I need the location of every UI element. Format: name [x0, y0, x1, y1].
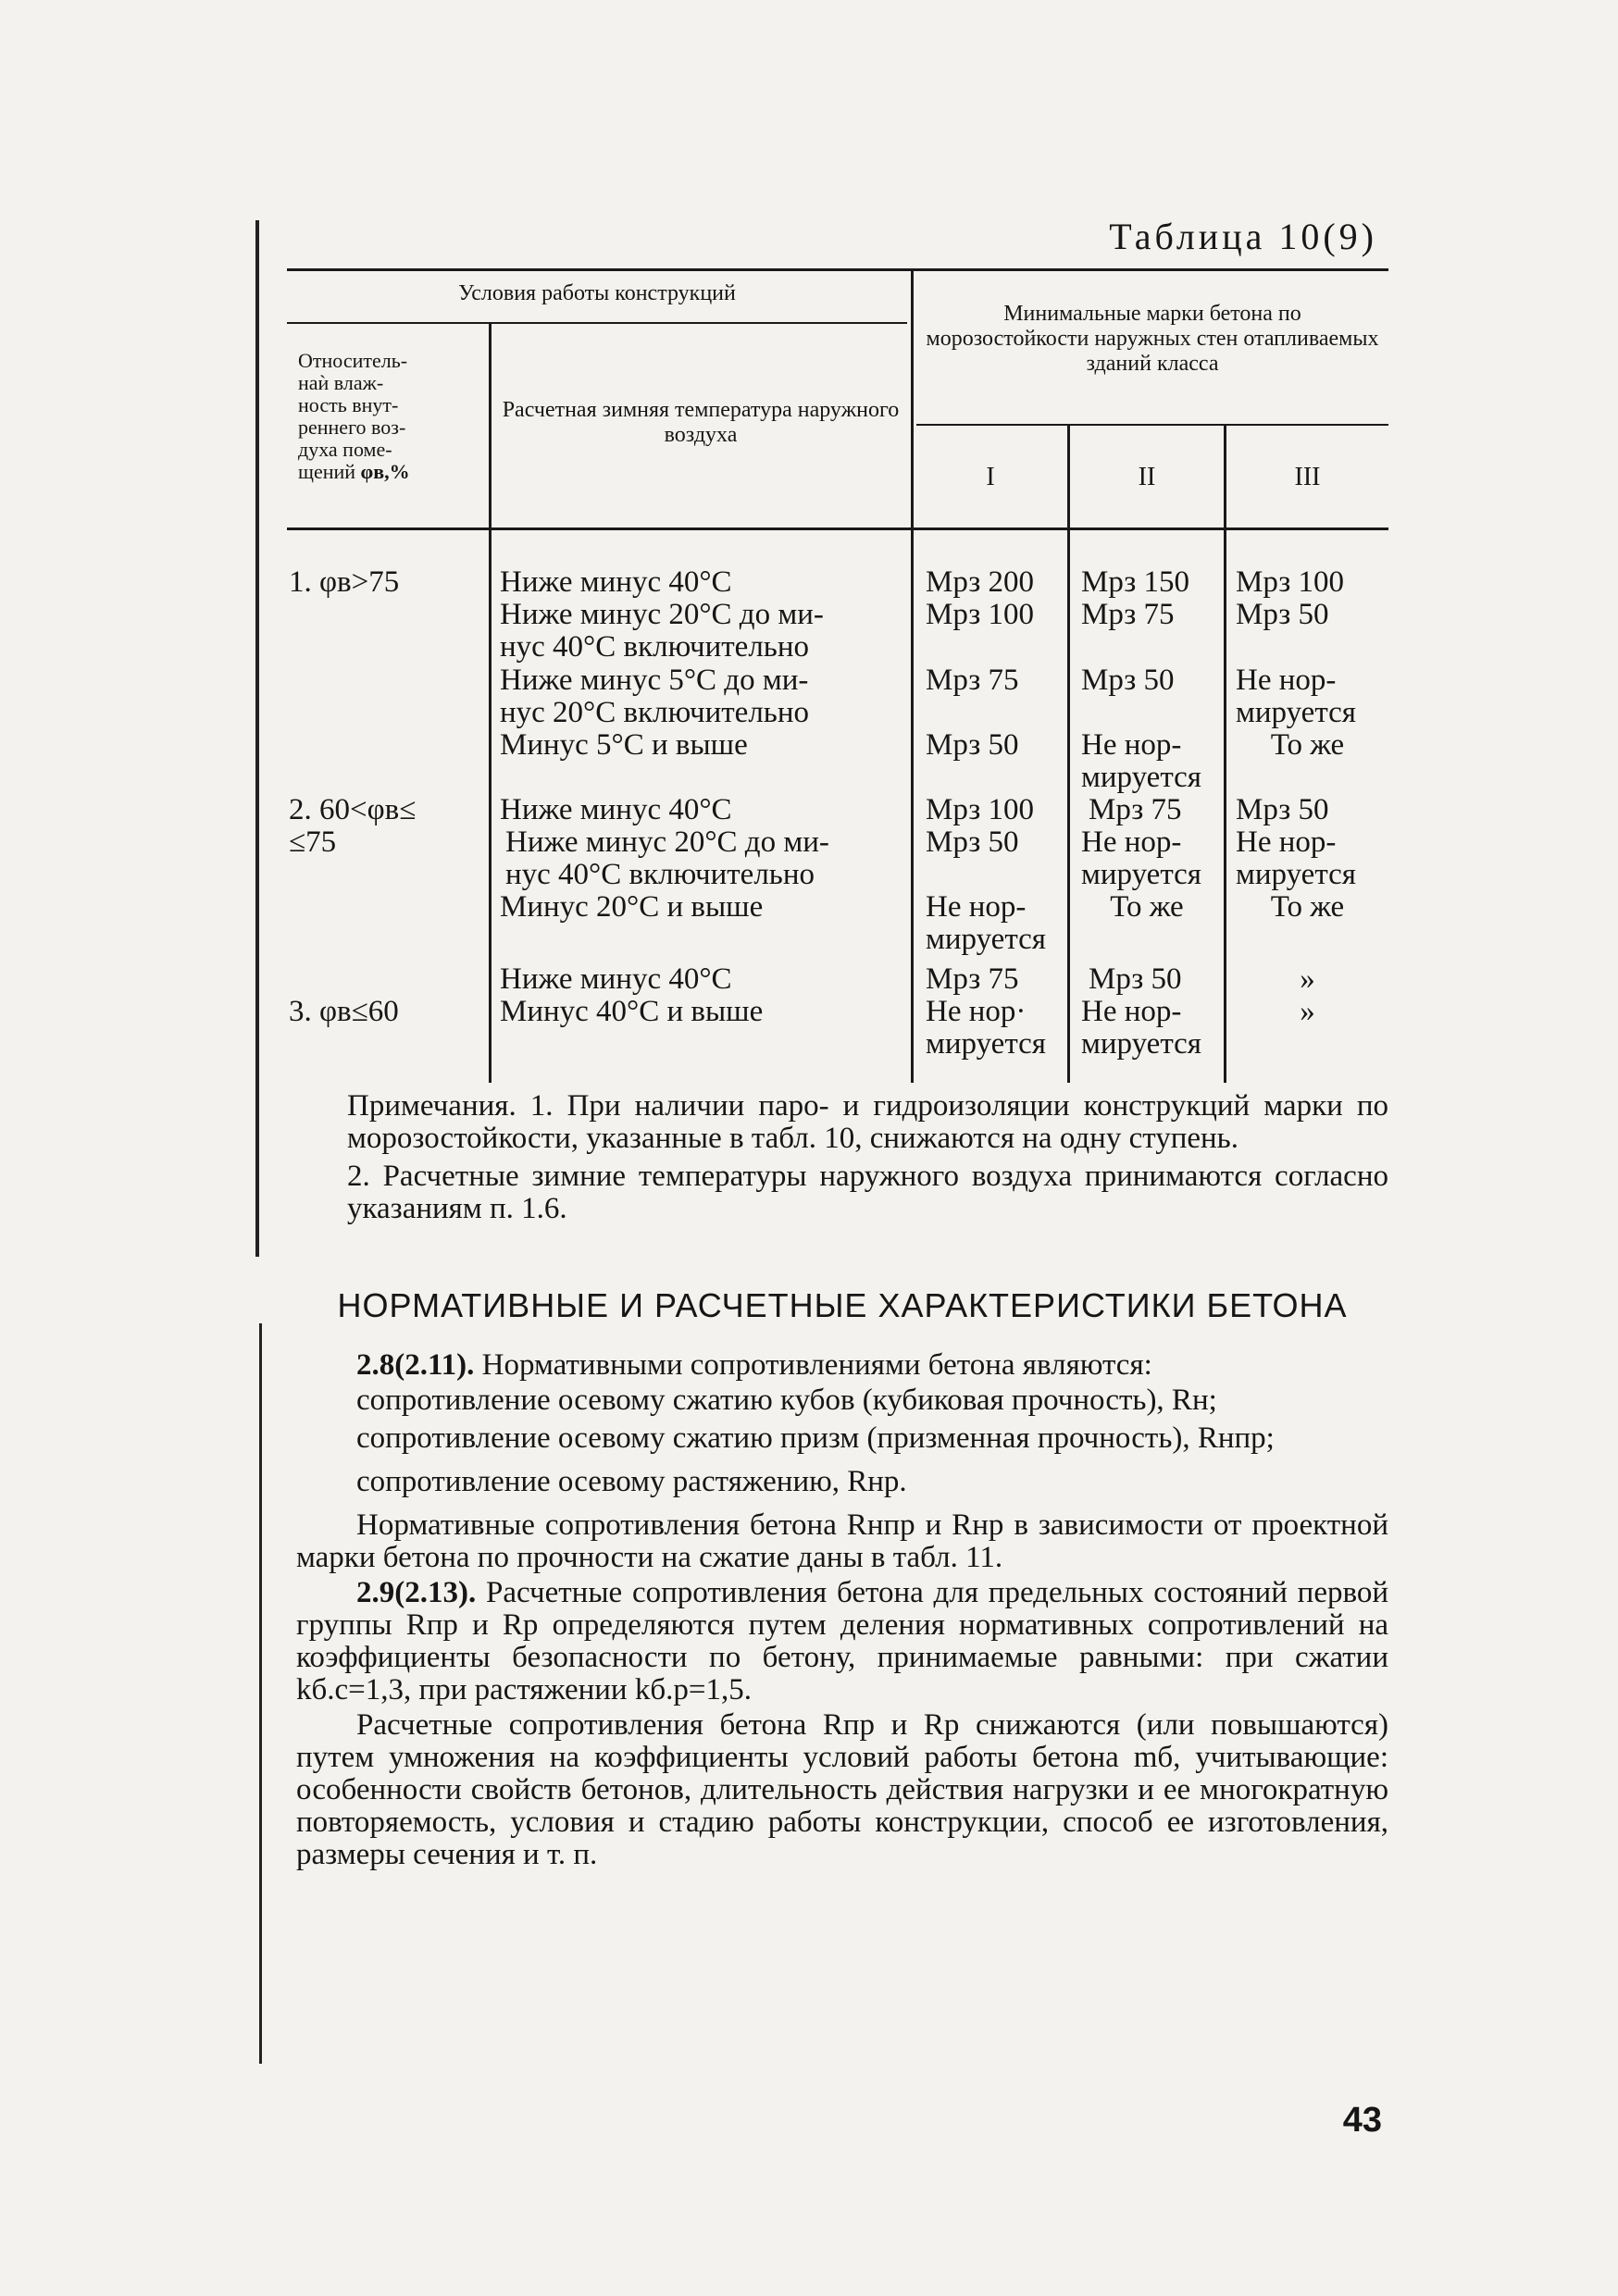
paragraph-text: Нормативные сопротивления бетона Rнпр и Rнр в зависимости от проектной марки бетона по прочности на сжатие даны в табл. 11. [296, 1508, 1388, 1574]
humidity-group-2: 2. 60<φв≤ ≤75 [289, 793, 417, 859]
header-min-grades: Минимальные марки бетона по морозостойкости наружных стен отапливаемых зданий класса [926, 302, 1379, 376]
header-class-i: I [986, 463, 995, 491]
paragraph-text: сопротивление осевому сжатию призм (призменная прочность), Rнпр; [356, 1421, 1275, 1455]
temp-cell: Ниже минус 5°С до ми- нус 20°С включительно [500, 664, 809, 729]
note-2: 2. Расчетные зимние температуры наружного воздуха принимаются согласно указаниям п. 1.6. [347, 1160, 1388, 1225]
clause-number: 2.9(2.13). [356, 1576, 477, 1609]
temp-cell: Ниже минус 20°С до ми- нус 40°С включительно [505, 825, 829, 891]
header-humidity: Относитель- наѝ влаж- ность внут- реннего воз- духа поме- щений φв,% [298, 349, 410, 483]
header-work-conditions: Условия работы конструкций [458, 281, 736, 305]
class-ii-cell: Не нор- мируется [1081, 995, 1201, 1061]
class-iii-cell: Не нор- мируется [1236, 664, 1356, 729]
class-iii-cell: » [1300, 995, 1315, 1028]
paragraph-text: сопротивление осевому растяжению, Rнр. [356, 1465, 907, 1498]
temp-cell: Минус 40°С и выше [500, 995, 764, 1028]
section-title: НОРМАТИВНЫЕ И РАСЧЕТНЫЕ ХАРАКТЕРИСТИКИ БЕТОНА [337, 1286, 1348, 1324]
temp-cell: Ниже минус 20°С до ми- нус 40°С включительно [500, 598, 824, 664]
class-ii-cell: Мрз 75 [1081, 598, 1175, 631]
class-i-cell: Мрз 50 [926, 825, 1019, 859]
class-ii-cell: Не нор- мируется [1081, 728, 1201, 794]
temp-cell: Минус 5°С и выше [500, 728, 748, 762]
humidity-group-1: 1. φв>75 [289, 565, 400, 599]
header-class-ii: II [1138, 463, 1156, 491]
table-caption: Таблица 10(9) [1109, 216, 1377, 257]
class-iii-cell: » [1300, 962, 1315, 996]
margin-line [259, 1323, 262, 2064]
class-i-cell: Мрз 100 [926, 793, 1035, 826]
class-iii-cell: Не нор- мируется [1236, 825, 1356, 891]
paragraph-2-9 [296, 1577, 1388, 1706]
class-ii-cell: Мрз 150 [1081, 565, 1190, 599]
class-i-cell: Не нор· мируется [926, 995, 1046, 1061]
paragraph-text: Расчетные сопротивления бетона Rпр и Rр снижаются (или повышаются) путем умножения на коэффициенты условий работы бетона mб, учитывающие: особенности свойств бетонов, длительность действия нагрузки и ее многократную повторяемость, условия и стадию работы конструкции, способ ее изготовления, размеры сечения и т. п. [296, 1708, 1388, 1871]
temp-cell: Минус 20°С и выше [500, 890, 764, 924]
class-iii-cell: То же [1270, 890, 1345, 924]
temp-cell: Ниже минус 40°С [500, 962, 732, 996]
margin-line [255, 220, 259, 1257]
class-ii-cell: Мрз 75 [1089, 793, 1182, 826]
class-ii-cell: Не нор- мируется [1081, 825, 1201, 891]
paragraph-text: сопротивление осевому сжатию кубов (кубиковая прочность), Rн; [356, 1384, 1217, 1417]
paragraph-text: Нормативными сопротивлениями бетона являются: [481, 1348, 1152, 1382]
humidity-group-3: 3. φв≤60 [289, 995, 399, 1028]
header-temperature: Расчетная зимняя температура наружного воздуха [502, 398, 900, 447]
class-iii-cell: Мрз 50 [1236, 598, 1329, 631]
note-1: Примечания. 1. При наличии паро- и гидроизоляции конструкций марки по морозостойкости, указанные в табл. 10, снижаются на одну ступень. [347, 1089, 1388, 1155]
table-notes [347, 1090, 1388, 1225]
temp-cell: Ниже минус 40°С [500, 793, 732, 826]
page-number: 43 [1342, 2101, 1382, 2140]
main-text [296, 1349, 1388, 1874]
paragraph-text: Расчетные сопротивления бетона для предельных состояний первой группы Rпр и Rр определяются путем деления нормативных сопротивлений на коэффициенты безопасности по бетону, принимаемые равными: при сжатии kб.с=1,3, при растяжении kб.р=1,5. [296, 1576, 1388, 1706]
class-i-cell: Мрз 75 [926, 664, 1019, 697]
class-i-cell: Мрз 100 [926, 598, 1035, 631]
class-i-cell: Мрз 50 [926, 728, 1019, 762]
paragraph-2-8 [296, 1349, 1388, 1382]
frost-resistance-table [287, 268, 1388, 1083]
class-iii-cell: То же [1270, 728, 1345, 762]
class-i-cell: Не нор- мируется [926, 890, 1046, 956]
class-ii-cell: Мрз 50 [1081, 664, 1175, 697]
class-ii-cell: То же [1110, 890, 1184, 924]
temp-cell: Ниже минус 40°С [500, 565, 732, 599]
clause-number: 2.8(2.11). [356, 1348, 475, 1382]
class-i-cell: Мрз 200 [926, 565, 1035, 599]
header-class-iii: III [1294, 463, 1321, 491]
class-i-cell: Мрз 75 [926, 962, 1019, 996]
class-iii-cell: Мрз 100 [1236, 565, 1345, 599]
class-iii-cell: Мрз 50 [1236, 793, 1329, 826]
class-ii-cell: Мрз 50 [1089, 962, 1182, 996]
